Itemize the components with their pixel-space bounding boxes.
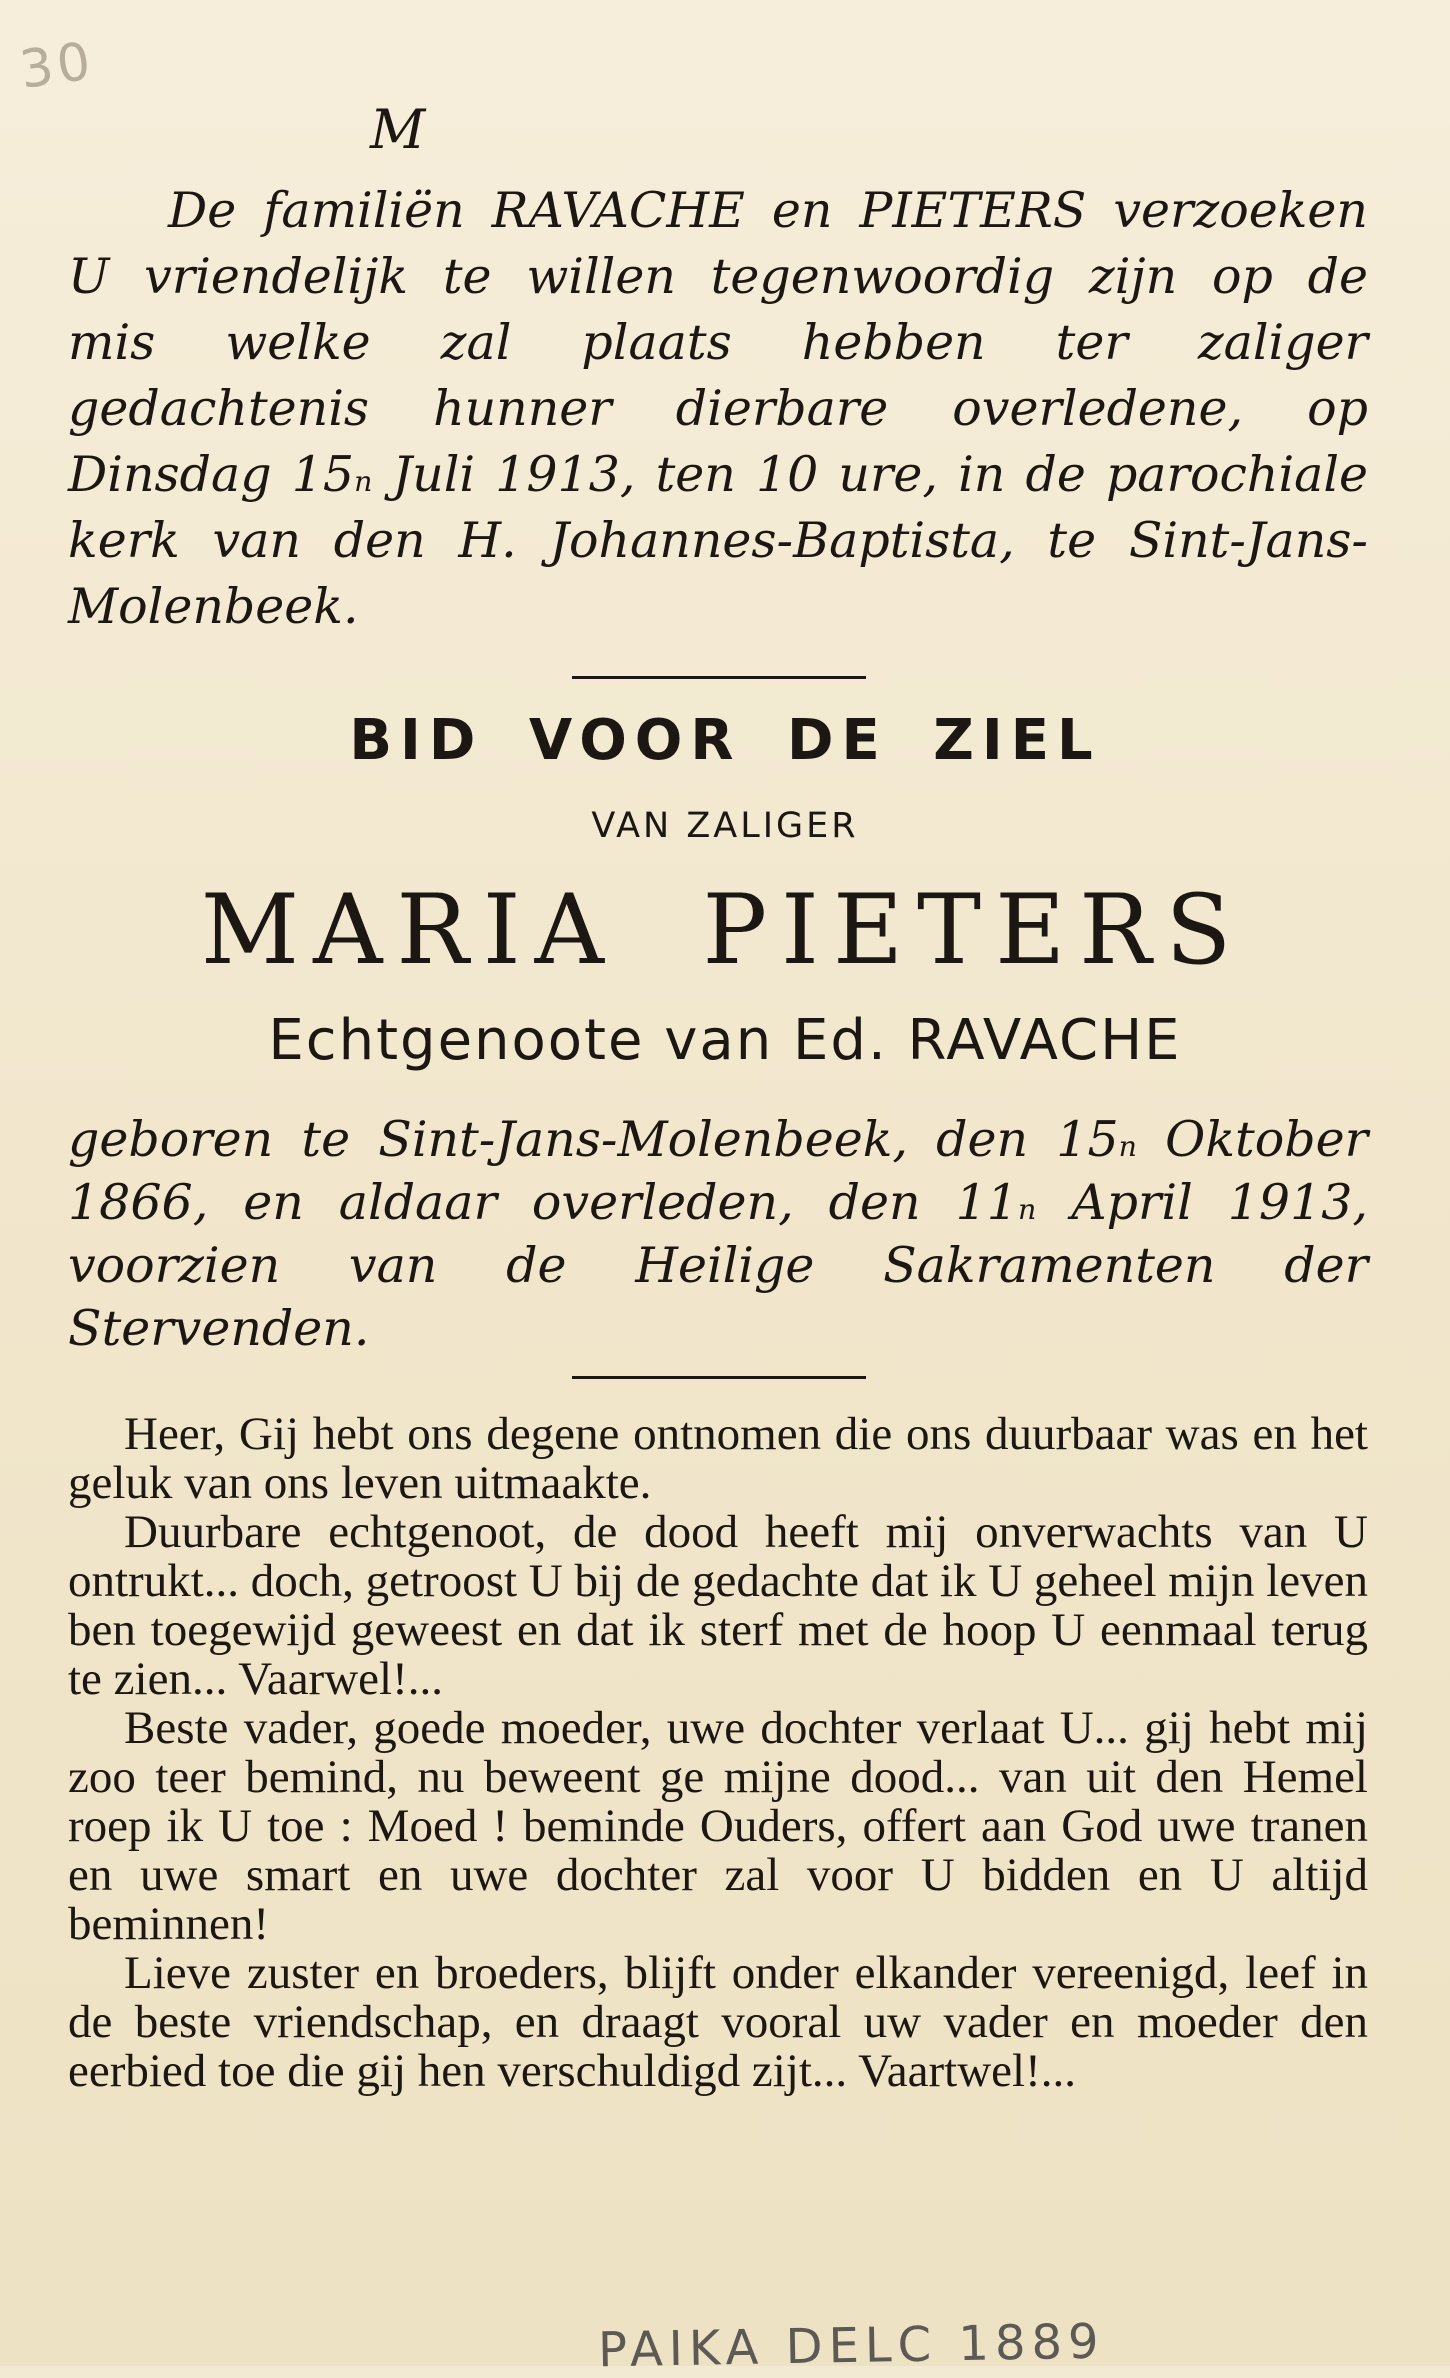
subheading: VAN ZALIGER [591,806,859,846]
bio-part-3: April 1913, voorzien van de Heilige Sakramenten der Stervenden. [68,1174,1369,1357]
pencil-number: 30 [16,31,98,101]
bio-sup-1: n [1118,1130,1137,1163]
biography [68,1108,1368,1360]
divider-top [572,676,866,679]
prayer-paragraph: Beste vader, goede moeder, uwe dochter verlaat U... gij hebt mij zoo teer bemind, nu beweent ge mijne dood... van uit den Hemel roep ik U toe : Moed ! beminde Ouders, offert aan God uwe tranen en uwe smart en uwe dochter zal voor U bidden en U altijd beminnen! [68,1702,1368,1950]
intro-paragraph [68,178,1368,640]
deceased-name: MARIA PIETERS [200,874,1246,986]
bio-part-2: Oktober 1866, en aldaar overleden, den 11 [68,1111,1369,1231]
prayer-paragraph: Heer, Gij hebt ons degene ontnomen die ons duurbaar was en het geluk van ons leven uitmaakte. [68,1408,1368,1509]
prayer-paragraph: Lieve zuster en broeders, blijft onder elkander vereenigd, leef in de beste vriendschap, en draagt vooral uw vader en moeder den eerbied toe die gij hen verschuldigd zijt... Vaartwel!... [68,1947,1368,2097]
intro-text: De familiën RAVACHE en PIETERS verzoeken U vriendelijk te willen tegenwoordig zijn op de mis welke zal plaats hebben ter zaliger gedachtenis hunner dierbare overledene, op Dinsdag 15 [68,182,1368,503]
intro-superscript: n [354,465,373,498]
pencil-footer-note: PAIKA DELC 1889 [597,2313,1106,2378]
initial-letter: M [370,98,426,161]
intro-text-continued: Juli 1913, ten 10 ure, in de parochiale kerk van den H. Johannes-Baptista, te Sint-Jans-Molenbeek. [68,446,1368,635]
spouse-line: Echtgenoote van Ed. RAVACHE [268,1008,1182,1073]
bio-sup-2: n [1017,1193,1037,1226]
prayer-text [68,1410,1368,2096]
prayer-paragraph: Duurbare echtgenoot, de dood heeft mij onverwachts van U ontrukt... doch, getroost U bij de gedachte dat ik U geheel mijn leven ben toegewijd geweest en dat ik sterf met de hoop U eenmaal terug te zien... Vaarwel!... [68,1506,1368,1705]
prayer-heading: BID VOOR DE ZIEL [349,708,1101,773]
divider-bottom [572,1376,866,1379]
bio-part-1: geboren te Sint-Jans-Molenbeek, den 15 [68,1111,1119,1168]
